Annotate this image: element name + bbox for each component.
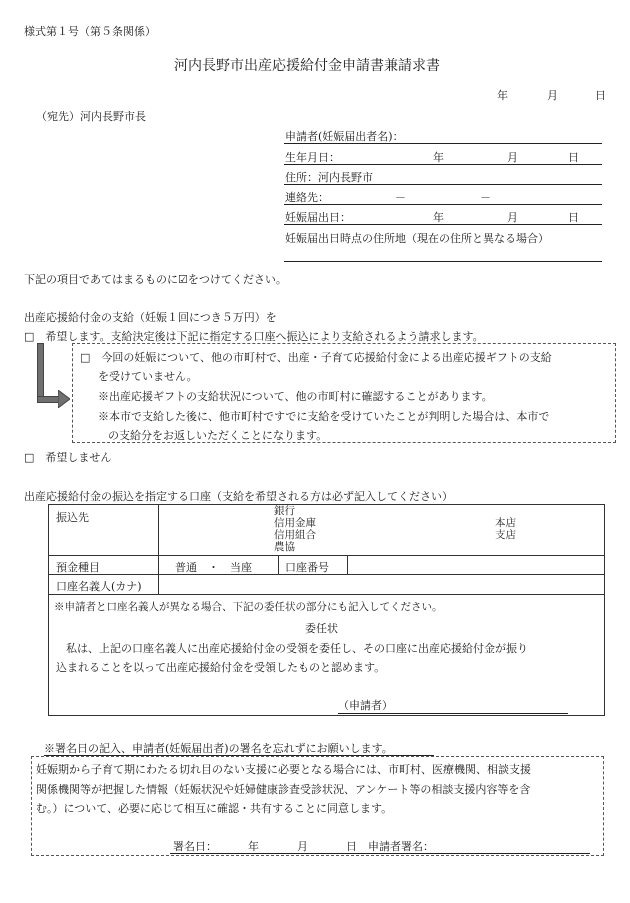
- contact-dash-1: －: [395, 191, 406, 204]
- applicant-name-field[interactable]: [284, 143, 602, 144]
- addressee: （宛先）河内長野市長: [36, 110, 146, 123]
- check-instruction: 下記の項目であてはまるものに☑をつけてください。: [24, 273, 287, 286]
- sub-line-1[interactable]: □ 今回の妊娠について、他の市町村で、出産・子育て応援給付金による出産応援ギフトの支給: [80, 351, 552, 364]
- dob-month: 月: [507, 151, 518, 164]
- sign-name-label: 申請者署名：: [368, 840, 434, 853]
- bank-type-3: 信用組合: [274, 529, 316, 541]
- branch-type-2: 支店: [495, 529, 516, 541]
- sub-line-4: ※本市で支給した後に、他市町村ですでに支給を受けていたことが判明した場合は、本市で: [98, 410, 550, 423]
- account-number-label: 口座番号: [285, 561, 329, 574]
- applicant-name-label: 申請者(妊娠届出者名)：: [285, 130, 404, 143]
- bank-label: 振込先: [56, 511, 89, 524]
- dob-day: 日: [568, 151, 579, 164]
- bank-type-1: 銀行: [274, 505, 295, 517]
- pd-year: 年: [433, 211, 444, 224]
- sub-line-3: ※出産応援ギフトの支給状況について、他の市町村に確認することがあります。: [98, 390, 493, 403]
- proxy-title: 委任状: [305, 622, 338, 635]
- date-day-label: 日: [595, 89, 606, 102]
- proxy-line-1: 私は、上記の口座名義人に出産応援給付金の受領を委任し、その口座に出産応援給付金が振り: [66, 642, 528, 655]
- pd-month: 月: [507, 211, 518, 224]
- signature-field[interactable]: [170, 853, 590, 854]
- branch-name-field[interactable]: [330, 506, 490, 553]
- pregnancy-date-field[interactable]: [284, 224, 602, 225]
- bank-type-4: 農協: [274, 541, 295, 553]
- page-title: 河内長野市出産応援給付金申請書兼請求書: [174, 58, 440, 74]
- sign-year: 年: [248, 840, 259, 853]
- proxy-applicant-signature-field[interactable]: [338, 713, 568, 714]
- date-month-label: 月: [547, 89, 558, 102]
- branch-type-1: 本店: [495, 517, 516, 529]
- sign-day: 日: [346, 840, 357, 853]
- sub-line-2: を受けていません。: [98, 370, 198, 383]
- contact-dash-2: －: [480, 191, 491, 204]
- account-holder-field[interactable]: [160, 575, 603, 593]
- prev-address-label: 妊娠届出日時点の住所地（現在の住所と異なる場合）: [285, 232, 549, 245]
- consent-line-2: 関係機関等が把握した情報（妊娠状況や妊婦健康診査受診状況、アンケート等の相談支援内容等を含: [36, 783, 531, 796]
- consent-line-3: む。）について、必要に応じて相互に確認・共有することに同意します。: [36, 802, 393, 815]
- prev-address-field[interactable]: [284, 261, 602, 262]
- dob-label: 生年月日：: [285, 151, 340, 164]
- contact-label: 連絡先：: [285, 191, 329, 204]
- bank-type-list: [274, 505, 316, 553]
- section-heading: 出産応援給付金の支給（妊娠１回につき５万円）を: [24, 311, 277, 324]
- account-heading: 出産応援給付金の振込を指定する口座（支給を希望される方は必ず記入してください）: [24, 490, 453, 503]
- address-field[interactable]: [284, 184, 602, 185]
- option-yes[interactable]: □ 希望します。支給決定後は下記に指定する口座へ振込により支給されるよう請求します。: [24, 330, 484, 343]
- account-number-field[interactable]: [349, 556, 603, 573]
- deposit-type-label: 預金種目: [56, 561, 100, 574]
- contact-field[interactable]: [284, 204, 602, 205]
- proxy-line-2: 込まれることを以って出産応援給付金を受領したものと認めます。: [56, 661, 386, 674]
- consent-line-1: 妊娠期から子育て期にわたる切れ目のない支援に必要となる場合には、市町村、医療機関、相談支援: [36, 763, 531, 776]
- bank-type-2: 信用金庫: [274, 517, 316, 529]
- bank-name-field[interactable]: [160, 506, 270, 553]
- address-label: 住所：河内長野市: [285, 171, 373, 184]
- account-holder-label: 口座名義人(カナ): [56, 580, 142, 593]
- dob-year: 年: [433, 151, 444, 164]
- branch-type-list: [495, 517, 516, 541]
- sign-month: 月: [297, 840, 308, 853]
- pd-day: 日: [568, 211, 579, 224]
- deposit-type-options[interactable]: 普通 ・ 当座: [175, 561, 252, 574]
- signature-reminder: ※署名日の記入、申請者(妊娠届出者)の署名を忘れずにお願いします。: [44, 742, 393, 755]
- dob-field[interactable]: [284, 164, 602, 165]
- proxy-applicant-label: （申請者）: [338, 699, 393, 712]
- sub-line-5: の支給分をお返しいただくことになります。: [108, 429, 328, 442]
- proxy-note: ※申請者と口座名義人が異なる場合、下記の委任状の部分にも記入してください。: [54, 601, 443, 613]
- sign-date-label: 署名日：: [173, 840, 217, 853]
- form-number: 様式第１号（第５条関係）: [24, 25, 156, 38]
- date-year-label: 年: [497, 89, 508, 102]
- option-no[interactable]: □ 希望しません: [24, 451, 112, 464]
- pregnancy-date-label: 妊娠届出日：: [285, 211, 351, 224]
